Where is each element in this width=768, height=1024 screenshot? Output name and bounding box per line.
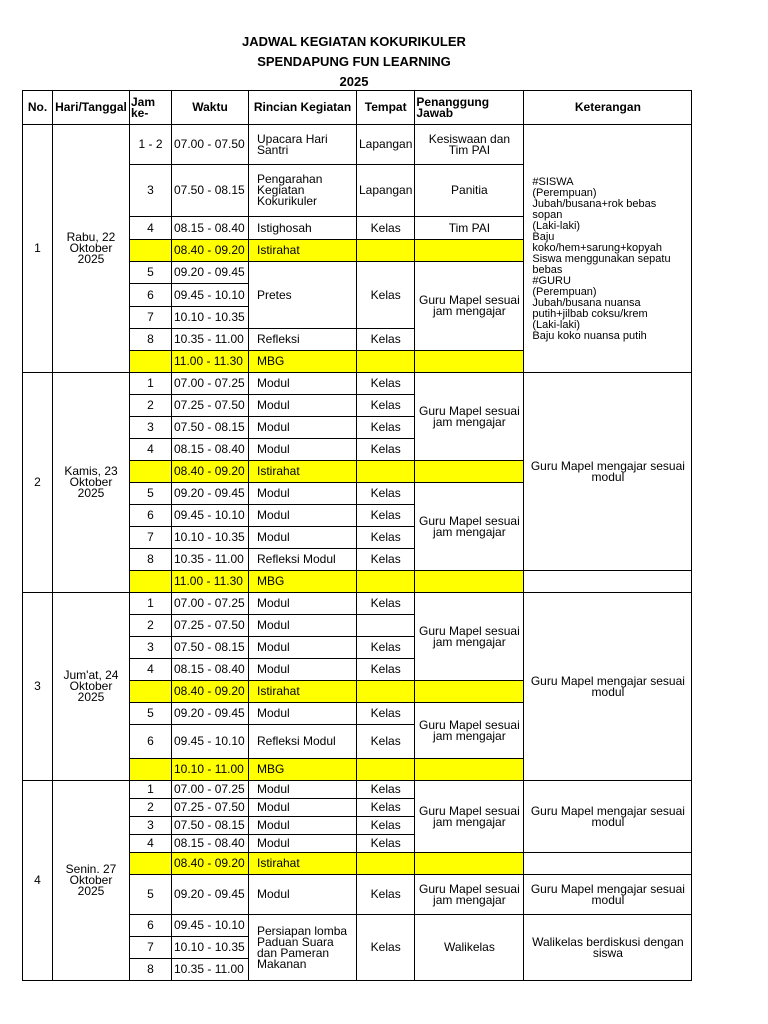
waktu-cell: 07.25 - 07.50 xyxy=(172,395,249,417)
tempat-cell xyxy=(357,853,415,875)
waktu-cell: 07.00 - 07.25 xyxy=(172,593,249,615)
jam-cell: 6 xyxy=(130,725,172,759)
waktu-cell: 07.50 - 08.15 xyxy=(172,417,249,439)
document-subtitle: SPENDAPUNG FUN LEARNING xyxy=(257,54,451,69)
day-date: Jum'at, 24 Oktober 2025 xyxy=(53,593,130,781)
keterangan-cell: Guru Mapel mengajar sesuai modul xyxy=(524,781,692,853)
waktu-cell: 07.00 - 07.50 xyxy=(172,125,249,165)
table-row xyxy=(23,781,692,799)
tempat-cell: Kelas xyxy=(357,875,415,915)
waktu-cell: 08.15 - 08.40 xyxy=(172,659,249,681)
jam-cell: 1 xyxy=(130,373,172,395)
pj-cell: Tim PAI xyxy=(415,217,524,240)
keterangan-cell: Walikelas berdiskusi dengan siswa xyxy=(524,915,692,981)
rincian-cell: MBG xyxy=(249,571,357,593)
waktu-cell: 10.35 - 11.00 xyxy=(172,329,249,351)
rincian-cell: Modul xyxy=(249,439,357,461)
day-date: Kamis, 23 Oktober 2025 xyxy=(53,373,130,593)
jam-cell xyxy=(130,240,172,262)
jam-cell: 8 xyxy=(130,959,172,981)
header-day: Hari/Tanggal xyxy=(53,91,130,125)
waktu-cell: 09.20 - 09.45 xyxy=(172,262,249,284)
jam-cell: 7 xyxy=(130,307,172,329)
waktu-cell: 08.40 - 09.20 xyxy=(172,853,249,875)
jam-cell: 3 xyxy=(130,165,172,217)
jam-cell: 3 xyxy=(130,637,172,659)
waktu-cell: 07.25 - 07.50 xyxy=(172,615,249,637)
tempat-cell: Kelas xyxy=(357,593,415,615)
tempat-cell: Kelas xyxy=(357,329,415,351)
jam-cell: 2 xyxy=(130,395,172,417)
rincian-cell: Modul xyxy=(249,505,357,527)
jam-cell: 2 xyxy=(130,799,172,817)
jam-cell: 7 xyxy=(130,937,172,959)
tempat-cell: Lapangan xyxy=(357,165,415,217)
rincian-cell: Refleksi Modul xyxy=(249,725,357,759)
waktu-cell: 09.45 - 10.10 xyxy=(172,725,249,759)
tempat-cell: Kelas xyxy=(357,417,415,439)
rincian-cell: Istirahat xyxy=(249,240,357,262)
day-number: 2 xyxy=(23,373,53,593)
rincian-cell: Modul xyxy=(249,637,357,659)
waktu-cell: 10.35 - 11.00 xyxy=(172,549,249,571)
rincian-cell: Modul xyxy=(249,593,357,615)
day-number: 1 xyxy=(23,125,53,373)
keterangan-cell: Guru Mapel mengajar sesuai modul xyxy=(524,593,692,781)
schedule-table xyxy=(22,90,692,981)
day-date: Rabu, 22 Oktober 2025 xyxy=(53,125,130,373)
tempat-cell: Kelas xyxy=(357,781,415,799)
rincian-cell: Modul xyxy=(249,417,357,439)
jam-cell: 5 xyxy=(130,483,172,505)
jam-cell xyxy=(130,351,172,373)
tempat-cell xyxy=(357,461,415,483)
waktu-cell: 09.45 - 10.10 xyxy=(172,915,249,937)
header-waktu: Waktu xyxy=(172,91,249,125)
waktu-cell: 08.40 - 09.20 xyxy=(172,240,249,262)
jam-cell: 6 xyxy=(130,284,172,307)
tempat-cell: Kelas xyxy=(357,217,415,240)
waktu-cell: 11.00 - 11.30 xyxy=(172,351,249,373)
rincian-cell: Persiapan lomba Paduan Suara dan Pameran Makanan xyxy=(249,915,357,981)
pj-cell: Guru Mapel sesuai jam mengajar xyxy=(415,262,524,351)
tempat-cell: Kelas xyxy=(357,439,415,461)
waktu-cell: 08.15 - 08.40 xyxy=(172,835,249,853)
rincian-cell: Istirahat xyxy=(249,461,357,483)
tempat-cell xyxy=(357,681,415,703)
jam-cell: 4 xyxy=(130,217,172,240)
jam-cell: 8 xyxy=(130,329,172,351)
jam-cell xyxy=(130,759,172,781)
day-date: Senin. 27 Oktober 2025 xyxy=(53,781,130,981)
waktu-cell: 11.00 - 11.30 xyxy=(172,571,249,593)
rincian-cell: Pengarahan Kegiatan Kokurikuler xyxy=(249,165,357,217)
tempat-cell: Kelas xyxy=(357,373,415,395)
tempat-cell: Kelas xyxy=(357,527,415,549)
table-row xyxy=(23,373,692,395)
pj-cell xyxy=(415,571,524,593)
rincian-cell: MBG xyxy=(249,759,357,781)
waktu-cell: 07.50 - 08.15 xyxy=(172,817,249,835)
waktu-cell: 10.35 - 11.00 xyxy=(172,959,249,981)
jam-cell: 1 xyxy=(130,593,172,615)
pj-cell: Guru Mapel sesuai jam mengajar xyxy=(415,875,524,915)
jam-cell: 5 xyxy=(130,875,172,915)
rincian-cell: Refleksi xyxy=(249,329,357,351)
tempat-cell xyxy=(357,351,415,373)
pj-cell: Panitia xyxy=(415,165,524,217)
day-number: 3 xyxy=(23,593,53,781)
pj-cell xyxy=(415,351,524,373)
jam-cell: 1 xyxy=(130,781,172,799)
jam-cell xyxy=(130,571,172,593)
keterangan-cell: Guru Mapel mengajar sesuai modul xyxy=(524,875,692,915)
tempat-cell: Kelas xyxy=(357,835,415,853)
jam-cell: 3 xyxy=(130,817,172,835)
tempat-cell: Kelas xyxy=(357,799,415,817)
rincian-cell: Modul xyxy=(249,781,357,799)
rincian-cell: Modul xyxy=(249,835,357,853)
rincian-cell: Modul xyxy=(249,817,357,835)
tempat-cell xyxy=(357,240,415,262)
waktu-cell: 09.45 - 10.10 xyxy=(172,284,249,307)
pj-cell: Guru Mapel sesuai jam mengajar xyxy=(415,373,524,461)
waktu-cell: 08.15 - 08.40 xyxy=(172,439,249,461)
tempat-cell xyxy=(357,759,415,781)
rincian-cell: Istirahat xyxy=(249,853,357,875)
waktu-cell: 08.15 - 08.40 xyxy=(172,217,249,240)
keterangan-cell: #SISWA (Perempuan) Jubah/busana+rok bebas sopan (Laki-laki) Baju koko/hem+sarung+kopyah Siswa menggunakan sepatu bebas #GURU (Perempuan) Jubah/busana nuansa putih+jilbab coksu/krem (Laki-laki) Baju koko nuansa putih xyxy=(524,125,692,373)
jam-cell: 1 - 2 xyxy=(130,125,172,165)
tempat-cell: Kelas xyxy=(357,817,415,835)
tempat-cell: Kelas xyxy=(357,483,415,505)
pj-cell: Kesiswaan dan Tim PAI xyxy=(415,125,524,165)
tempat-cell: Kelas xyxy=(357,725,415,759)
keterangan-cell xyxy=(524,853,692,875)
tempat-cell: Kelas xyxy=(357,262,415,329)
rincian-cell: Modul xyxy=(249,373,357,395)
rincian-cell: Modul xyxy=(249,527,357,549)
waktu-cell: 07.00 - 07.25 xyxy=(172,781,249,799)
rincian-cell: Istighosah xyxy=(249,217,357,240)
jam-cell: 2 xyxy=(130,615,172,637)
waktu-cell: 07.25 - 07.50 xyxy=(172,799,249,817)
header-pj: Penanggung Jawab xyxy=(415,91,524,125)
jam-cell: 4 xyxy=(130,439,172,461)
jam-cell xyxy=(130,853,172,875)
pj-cell xyxy=(415,681,524,703)
pj-cell: Guru Mapel sesuai jam mengajar xyxy=(415,703,524,759)
rincian-cell: Pretes xyxy=(249,262,357,329)
header-rincian: Rincian Kegiatan xyxy=(249,91,357,125)
header-tempat: Tempat xyxy=(357,91,415,125)
tempat-cell xyxy=(357,615,415,637)
pj-cell xyxy=(415,240,524,262)
tempat-cell: Kelas xyxy=(357,915,415,981)
jam-cell: 5 xyxy=(130,703,172,725)
pj-cell: Walikelas xyxy=(415,915,524,981)
rincian-cell: Modul xyxy=(249,615,357,637)
jam-cell xyxy=(130,461,172,483)
waktu-cell: 09.20 - 09.45 xyxy=(172,875,249,915)
jam-cell: 4 xyxy=(130,835,172,853)
document-year: 2025 xyxy=(339,74,369,89)
tempat-cell: Lapangan xyxy=(357,125,415,165)
table-row xyxy=(23,125,692,165)
waktu-cell: 07.50 - 08.15 xyxy=(172,637,249,659)
tempat-cell: Kelas xyxy=(357,637,415,659)
rincian-cell: Modul xyxy=(249,659,357,681)
pj-cell: Guru Mapel sesuai jam mengajar xyxy=(415,593,524,681)
jam-cell: 6 xyxy=(130,915,172,937)
day-number: 4 xyxy=(23,781,53,981)
tempat-cell: Kelas xyxy=(357,395,415,417)
waktu-cell: 10.10 - 10.35 xyxy=(172,527,249,549)
rincian-cell: Modul xyxy=(249,395,357,417)
keterangan-cell xyxy=(524,571,692,593)
waktu-cell: 10.10 - 10.35 xyxy=(172,307,249,329)
pj-cell xyxy=(415,461,524,483)
jam-cell: 3 xyxy=(130,417,172,439)
rincian-cell: Refleksi Modul xyxy=(249,549,357,571)
tempat-cell: Kelas xyxy=(357,659,415,681)
rincian-cell: Modul xyxy=(249,799,357,817)
waktu-cell: 09.20 - 09.45 xyxy=(172,483,249,505)
waktu-cell: 07.50 - 08.15 xyxy=(172,165,249,217)
rincian-cell: Modul xyxy=(249,875,357,915)
tempat-cell xyxy=(357,571,415,593)
jam-cell: 8 xyxy=(130,549,172,571)
rincian-cell: Modul xyxy=(249,483,357,505)
header-row xyxy=(23,91,692,125)
jam-cell: 6 xyxy=(130,505,172,527)
jam-cell xyxy=(130,681,172,703)
waktu-cell: 08.40 - 09.20 xyxy=(172,681,249,703)
pj-cell xyxy=(415,759,524,781)
rincian-cell: MBG xyxy=(249,351,357,373)
waktu-cell: 07.00 - 07.25 xyxy=(172,373,249,395)
rincian-cell: Upacara Hari Santri xyxy=(249,125,357,165)
jam-cell: 4 xyxy=(130,659,172,681)
keterangan-cell: Guru Mapel mengajar sesuai modul xyxy=(524,373,692,571)
jam-cell: 7 xyxy=(130,527,172,549)
pj-cell: Guru Mapel sesuai jam mengajar xyxy=(415,483,524,571)
table-row xyxy=(23,593,692,615)
document-title: JADWAL KEGIATAN KOKURIKULER xyxy=(242,34,466,49)
header-jam: Jam ke- xyxy=(130,91,172,125)
tempat-cell: Kelas xyxy=(357,505,415,527)
pj-cell: Guru Mapel sesuai jam mengajar xyxy=(415,781,524,853)
header-ket: Keterangan xyxy=(524,91,692,125)
header-no: No. xyxy=(23,91,53,125)
tempat-cell: Kelas xyxy=(357,703,415,725)
pj-cell xyxy=(415,853,524,875)
waktu-cell: 09.45 - 10.10 xyxy=(172,505,249,527)
rincian-cell: Istirahat xyxy=(249,681,357,703)
waktu-cell: 09.20 - 09.45 xyxy=(172,703,249,725)
waktu-cell: 10.10 - 10.35 xyxy=(172,937,249,959)
waktu-cell: 08.40 - 09.20 xyxy=(172,461,249,483)
rincian-cell: Modul xyxy=(249,703,357,725)
waktu-cell: 10.10 - 11.00 xyxy=(172,759,249,781)
jam-cell: 5 xyxy=(130,262,172,284)
tempat-cell: Kelas xyxy=(357,549,415,571)
